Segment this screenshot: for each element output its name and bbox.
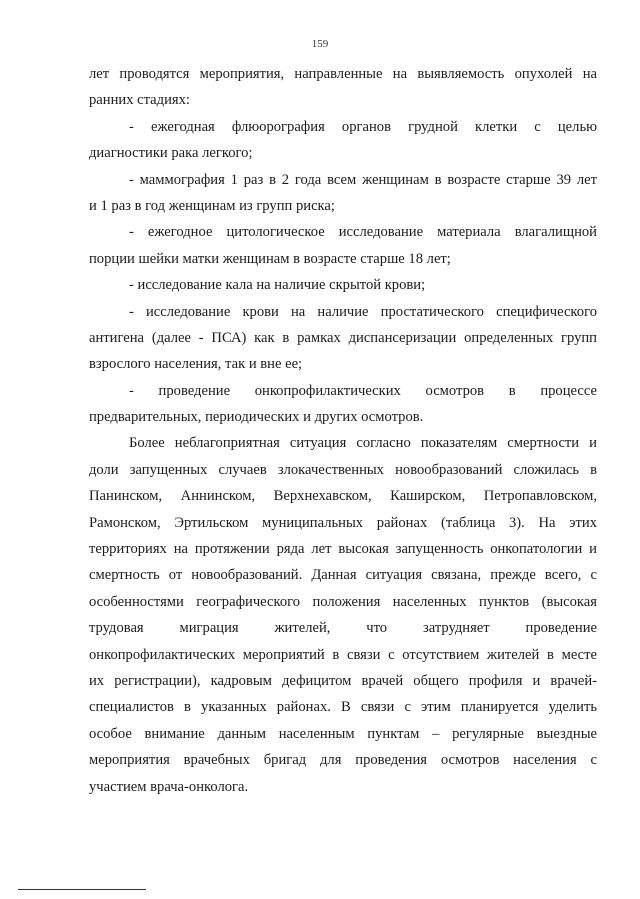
text-line: доли запущенных случаев злокачественных новообразований сложилась в bbox=[89, 461, 597, 478]
text-line: смертность от новообразований. Данная ситуация связана, прежде всего, с bbox=[89, 567, 597, 584]
text-line: их регистрации), кадровым дефицитом врачей общего профиля и врачей- bbox=[89, 672, 597, 689]
text-line: - ежегодная флюорография органов грудной клетки с целью bbox=[129, 118, 597, 135]
text-line: трудовая миграция жителей, что затрудняет проведение bbox=[89, 620, 597, 637]
text-line: и 1 раз в год женщинам из групп риска; bbox=[89, 197, 335, 214]
text-line: ранних стадиях: bbox=[89, 92, 190, 109]
text-line: участием врача-онколога. bbox=[89, 778, 249, 795]
text-line: порции шейки матки женщинам в возрасте старше 18 лет; bbox=[89, 250, 451, 267]
text-line: - проведение онкопрофилактических осмотров в процессе bbox=[129, 382, 597, 399]
body-text bbox=[89, 61, 597, 800]
text-line: территориях на протяжении ряда лет высокая запущенность онкопатологии и bbox=[89, 541, 597, 558]
text-line: онкопрофилактических мероприятий в связи с отсутствием жителей в месте bbox=[89, 646, 597, 663]
text-line: - ежегодное цитологическое исследование материала влагалищной bbox=[129, 224, 597, 241]
text-line: специалистов в указанных районах. В связи с этим планируется уделить bbox=[89, 699, 597, 716]
text-line: - исследование крови на наличие простатического специфического bbox=[129, 303, 597, 320]
text-line: особое внимание данным населенным пунктам – регулярные выездные bbox=[89, 725, 597, 742]
text-line: Панинском, Аннинском, Верхнехавском, Каширском, Петропавловском, bbox=[89, 488, 597, 505]
text-line: мероприятия врачебных бригад для проведения осмотров населения с bbox=[89, 752, 597, 769]
page-number: 159 bbox=[311, 38, 329, 50]
footnote-rule bbox=[18, 889, 146, 890]
text-line: антигена (далее - ПСА) как в рамках диспансеризации определенных групп bbox=[89, 329, 597, 346]
text-line: Рамонском, Эртильском муниципальных районах (таблица 3). На этих bbox=[89, 514, 597, 531]
text-line: особенностями географического положения населенных пунктов (высокая bbox=[89, 593, 597, 610]
text-line: взрослого населения, так и вне ее; bbox=[89, 356, 303, 373]
text-line: - исследование кала на наличие скрытой крови; bbox=[129, 277, 426, 294]
text-line: Более неблагоприятная ситуация согласно показателям смертности и bbox=[129, 435, 597, 452]
text-line: лет проводятся мероприятия, направленные на выявляемость опухолей на bbox=[89, 66, 597, 82]
text-line: - маммография 1 раз в 2 года всем женщинам в возрасте старше 39 лет bbox=[129, 171, 597, 188]
text-line: диагностики рака легкого; bbox=[89, 145, 253, 162]
text-line: предварительных, периодических и других осмотров. bbox=[89, 409, 424, 426]
